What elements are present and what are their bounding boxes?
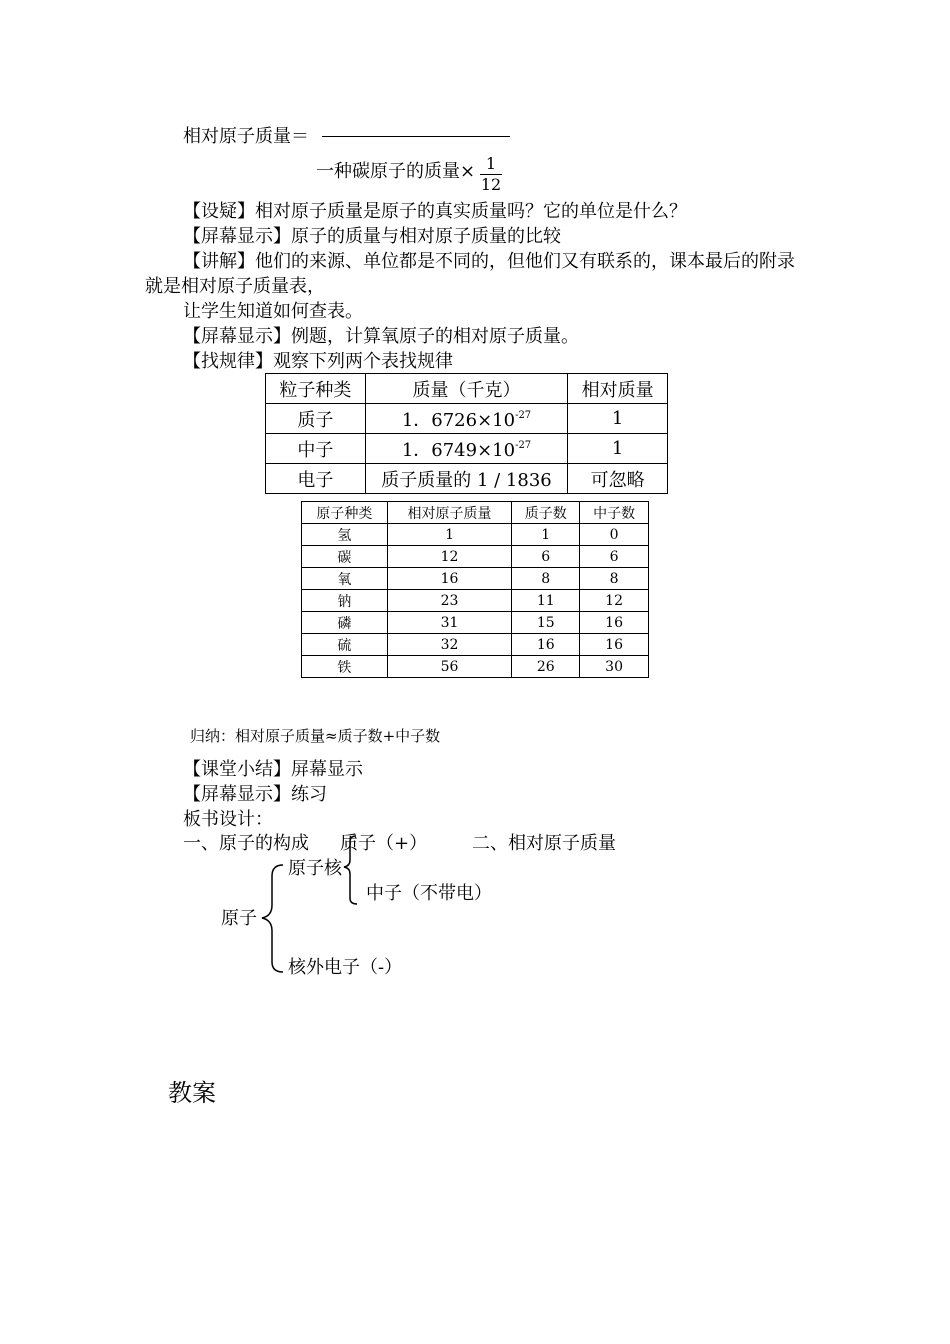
nucleus-brace	[344, 836, 357, 904]
question-line: 【设疑】相对原子质量是原子的真实质量吗？它的单位是什么？	[183, 201, 687, 222]
table-cell: 6	[580, 546, 649, 568]
teach-line: 让学生知道如何查表。	[183, 301, 363, 322]
mass-exponent: -27	[515, 439, 532, 451]
electron-label: 核外电子（-）	[288, 957, 403, 978]
table-cell: 氢	[302, 524, 388, 546]
column-header: 相对原子质量	[387, 502, 512, 524]
explain-line-2: 就是相对原子质量表，	[145, 276, 325, 297]
table-cell: 磷	[302, 612, 388, 634]
column-header: 质量（千克）	[365, 374, 568, 404]
atom-label: 原子	[221, 908, 257, 929]
explain-line-1: 【讲解】他们的来源、单位都是不同的，但他们又有联系的，课本最后的附录	[183, 251, 795, 272]
nucleus-label: 原子核	[288, 858, 342, 879]
summary-rule: 归纳：相对原子质量≈质子数+中子数	[190, 727, 441, 745]
column-header: 原子种类	[302, 502, 388, 524]
column-header: 质子数	[512, 502, 580, 524]
formula-lhs: 相对原子质量＝	[183, 126, 309, 147]
table-cell: 12	[387, 546, 512, 568]
mass-exponent: -27	[515, 409, 532, 421]
table-cell: 15	[512, 612, 580, 634]
table-cell: 16	[580, 634, 649, 656]
table-cell: 0	[580, 524, 649, 546]
table-cell: 氧	[302, 568, 388, 590]
table-cell: 8	[580, 568, 649, 590]
particle-type-cell: 中子	[266, 434, 366, 464]
proton-label: 质子（+）	[340, 833, 428, 854]
mass-value: 1．6749×10	[401, 439, 516, 461]
relative-mass-cell: 1	[568, 404, 668, 434]
mass-value: 1．6726×10	[401, 409, 516, 431]
table-cell: 32	[387, 634, 512, 656]
table-cell: 30	[580, 656, 649, 678]
column-header: 相对质量	[568, 374, 668, 404]
table-cell: 6	[512, 546, 580, 568]
table-cell: 8	[512, 568, 580, 590]
table-cell: 56	[387, 656, 512, 678]
table-cell: 碳	[302, 546, 388, 568]
table-cell: 16	[387, 568, 512, 590]
class-summary-line: 【课堂小结】屏幕显示	[183, 759, 363, 780]
column-header: 粒子种类	[266, 374, 366, 404]
find-rule-line: 【找规律】观察下列两个表找规律	[183, 351, 453, 372]
screen-display-line-1: 【屏幕显示】原子的质量与相对原子质量的比较	[183, 226, 561, 247]
table-cell: 23	[387, 590, 512, 612]
board-design-title: 板书设计：	[183, 809, 273, 830]
fraction-numerator: 1	[485, 154, 497, 173]
mass-cell: 质子质量的 1 / 1836	[365, 464, 568, 494]
table-cell: 硫	[302, 634, 388, 656]
footer-title: 教案	[168, 1079, 216, 1107]
board-part-2: 二、相对原子质量	[472, 833, 616, 854]
formula-denominator: 一种碳原子的质量×	[316, 161, 476, 182]
board-part-1: 一、原子的构成	[183, 833, 309, 854]
relative-mass-cell: 1	[568, 434, 668, 464]
table-cell: 铁	[302, 656, 388, 678]
relative-mass-cell: 可忽略	[568, 464, 668, 494]
table-cell: 11	[512, 590, 580, 612]
table-cell: 1	[387, 524, 512, 546]
table-cell: 12	[580, 590, 649, 612]
table-cell: 16	[580, 612, 649, 634]
fraction-denominator: 12	[480, 175, 502, 194]
atom-brace	[262, 865, 283, 972]
table-cell: 钠	[302, 590, 388, 612]
table-cell: 16	[512, 634, 580, 656]
column-header: 中子数	[580, 502, 649, 524]
neutron-label: 中子（不带电）	[366, 883, 492, 904]
table-cell: 31	[387, 612, 512, 634]
table-cell: 26	[512, 656, 580, 678]
table-cell: 1	[512, 524, 580, 546]
screen-display-line-2: 【屏幕显示】例题，计算氧原子的相对原子质量。	[183, 326, 579, 347]
particle-type-cell: 质子	[266, 404, 366, 434]
particle-type-cell: 电子	[266, 464, 366, 494]
exercise-line: 【屏幕显示】练习	[183, 784, 327, 805]
